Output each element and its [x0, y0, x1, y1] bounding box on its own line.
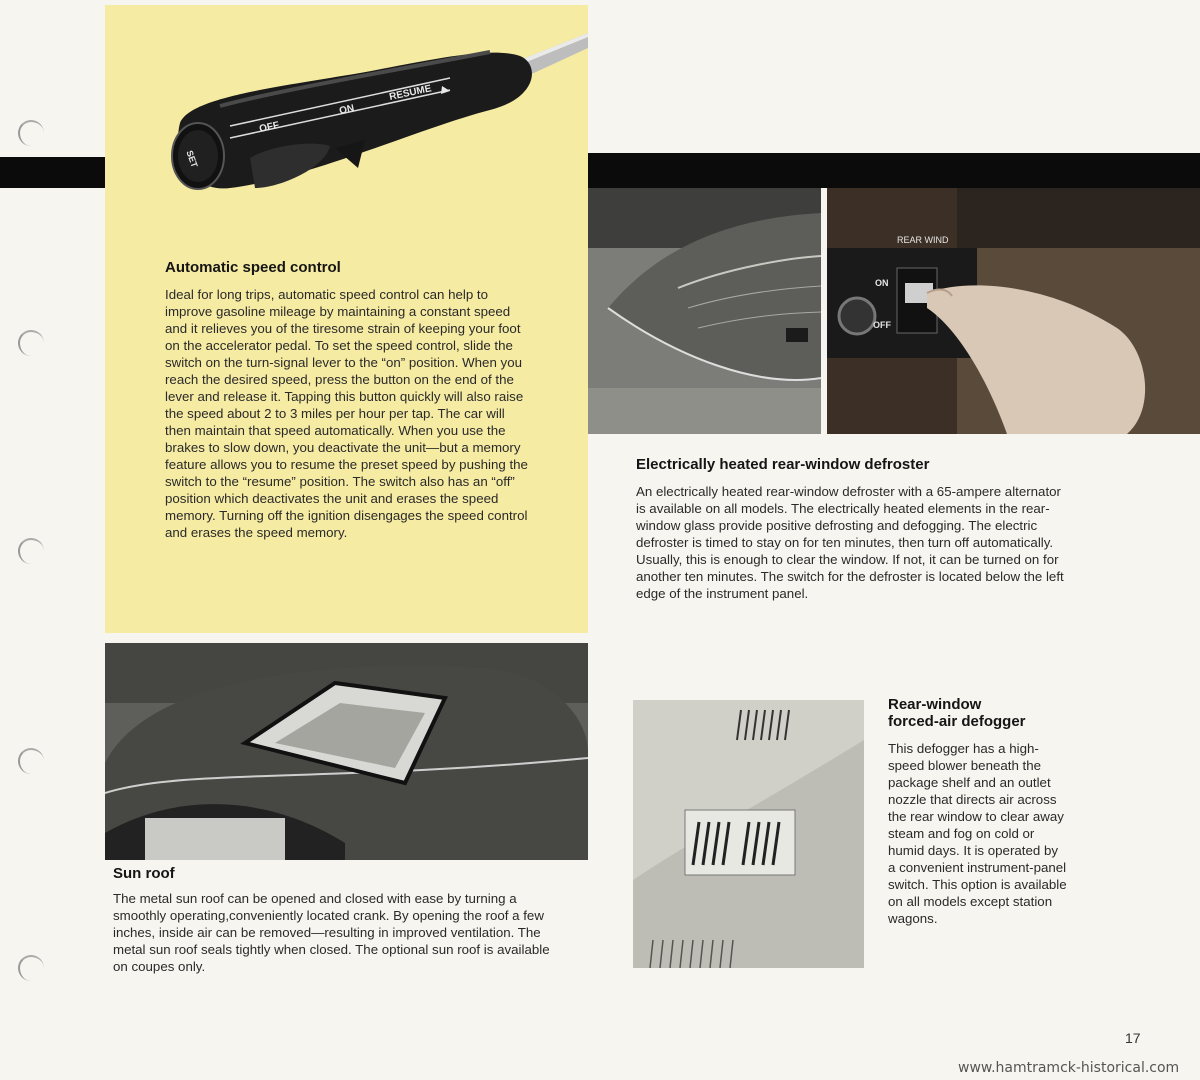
defroster-body: An electrically heated rear-window defroster with a 65-ampere alternator is available on all models. The electrically heated elements in the rear-window glass provide positive defrosting and defogging. The electric defroster is timed to stay on for ten minutes, then turn off automatically. Usually, this is enough to clear the window. If not, it can be turned on for another ten minutes. The switch for the defroster is located below the left edge of the instrument panel. — [636, 484, 1064, 601]
defogger-title-line1: Rear-window — [888, 696, 982, 713]
defroster-title: Electrically heated rear-window defroster — [636, 456, 930, 473]
lever-label-off: OFF — [258, 120, 281, 135]
speed-control-body: Ideal for long trips, automatic speed control can help to improve gasoline mileage by maintaining a constant speed and it relieves you of the tiresome strain of keeping your foot on the accelerator pedal. To set the speed control, slide the switch on the turn-signal lever to the “on” position. When you reach the desired speed, press the button on the end of the lever and release it. Tapping this button quickly will also raise the speed about 2 to 3 miles per hour per tap. The car will then maintain that speed automatically. When you use the brakes to slow down, you deactivate the unit—but a memory feature allows you to resume the preset speed by pushing the switch to the “resume” position. The switch also has an “off” position which deactivates the unit and erases the speed memory. Turning off the ignition disengages the speed control and erases the speed memory. — [165, 287, 528, 540]
binder-hole — [18, 538, 44, 564]
speed-control-title: Automatic speed control — [165, 259, 341, 276]
rear-window-photo — [588, 188, 821, 434]
watermark: www.hamtramck-historical.com — [958, 1060, 1180, 1076]
binder-hole — [18, 748, 44, 774]
black-bar-right — [588, 153, 1200, 188]
switch-label-rear-wind: REAR WIND — [897, 235, 949, 245]
lever-label-resume: RESUME — [388, 83, 433, 103]
defroster-switch-photo — [827, 188, 1200, 434]
defogger-photo — [633, 700, 864, 968]
defogger-body: This defogger has a high-speed blower beneath the package shelf and an outlet nozzle that directs air across the rear window to clear away steam and fog on cold or humid days. It is operated by a convenient instrument-panel switch. This option is available on all models except station wagons. — [888, 741, 1067, 926]
binder-hole — [18, 120, 44, 146]
binder-hole — [18, 330, 44, 356]
switch-label-off: OFF — [873, 320, 891, 330]
black-bar-left — [0, 157, 105, 188]
defogger-title — [888, 696, 1026, 730]
switch-label-on: ON — [875, 278, 889, 288]
lever-label-set: SET — [184, 148, 200, 169]
turn-signal-lever-photo — [160, 28, 588, 198]
sun-roof-photo — [105, 643, 588, 860]
binder-hole — [18, 955, 44, 981]
lever-label-on: ON — [338, 103, 356, 117]
page-number: 17 — [1125, 1030, 1141, 1046]
sunroof-body: The metal sun roof can be opened and closed with ease by turning a smoothly operating,conveniently located crank. By opening the roof a few inches, inside air can be removed—resulting in improved ventilation. The metal sun roof seals tightly when closed. The optional sun roof is available on coupes only. — [113, 891, 550, 974]
sunroof-title: Sun roof — [113, 865, 175, 882]
defogger-title-line2: forced-air defogger — [888, 713, 1026, 730]
